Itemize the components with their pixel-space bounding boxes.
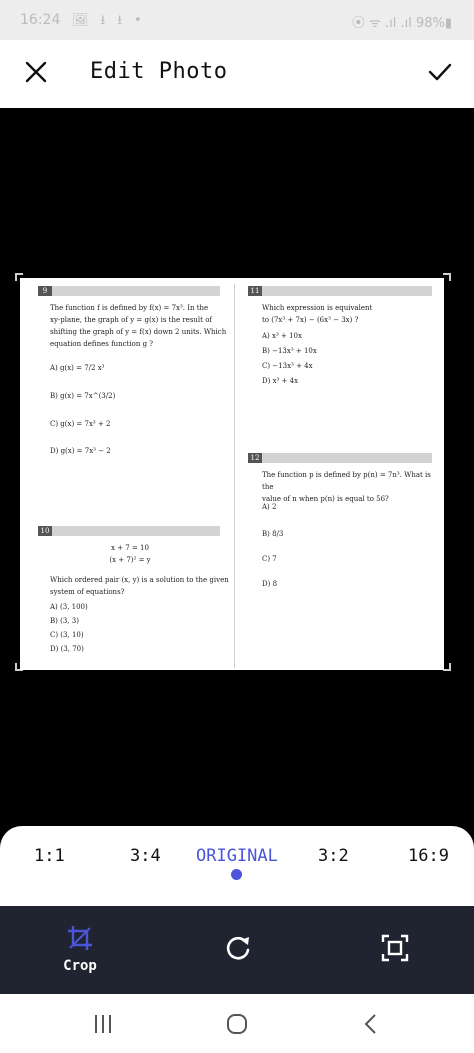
choice: C) 7 [262, 555, 277, 563]
photo-canvas[interactable] [0, 108, 474, 828]
question-stem: Which expression is equivalent to (7x³ + 7x) − (6x³ − 3x) ? [262, 304, 373, 324]
choice: B) (3, 3) [50, 617, 79, 625]
home-button[interactable] [222, 1009, 252, 1039]
choice: C) (3, 10) [50, 631, 84, 639]
question-header [38, 526, 220, 536]
question-number: 9 [38, 286, 52, 296]
choice: D) 8 [262, 580, 278, 588]
choice: B) 8/3 [262, 530, 284, 538]
choice: C) −13x³ + 4x [262, 362, 313, 370]
choice: D) g(x) = 7x³ − 2 [50, 447, 111, 455]
choice: A) 2 [262, 503, 277, 511]
crop-icon [66, 924, 94, 952]
question-header [248, 286, 432, 296]
crop-label: Crop [63, 958, 97, 974]
document-photo [20, 278, 444, 670]
question-stem: The function f is defined by f(x) = 7x³. In the xy-plane, the graph of y = g(x) is the result of shifting the graph of y = f(x) down 2 units. Which equation defines function g ? [50, 304, 227, 348]
choice: A) (3, 100) [50, 603, 88, 611]
choice: D) (3, 70) [50, 645, 84, 653]
question-header [38, 286, 220, 296]
question-stem: The function p is defined by p(n) = 7n³. What is the value of n when p(n) is equal to 56? [262, 471, 431, 503]
question-number: 11 [248, 286, 262, 296]
choice: B) −13x³ + 10x [262, 347, 317, 355]
question-number: 12 [248, 453, 262, 463]
ratio-3-2[interactable]: 3:2 [318, 846, 349, 866]
ratio-original[interactable]: ORIGINAL [196, 846, 278, 866]
selected-ratio-indicator [231, 869, 242, 880]
notification-icons: 🖼 ⭳ ⭳ • [72, 13, 146, 28]
choice: D) x³ + 4x [262, 377, 299, 385]
fit-frame-button[interactable] [380, 934, 410, 962]
crop-handle-top-right[interactable] [443, 273, 451, 281]
choice: A) x³ + 10x [262, 332, 302, 340]
rotate-icon [224, 934, 252, 962]
choice: A) g(x) = 7/2 x³ [50, 364, 105, 372]
back-button[interactable] [356, 1009, 386, 1039]
close-button[interactable] [18, 54, 54, 90]
question-stem: Which ordered pair (x, y) is a solution to the given system of equations? [50, 576, 229, 596]
recent-apps-icon [92, 1013, 114, 1035]
confirm-button[interactable] [422, 54, 458, 90]
fit-frame-icon [381, 934, 409, 962]
recent-apps-button[interactable] [88, 1009, 118, 1039]
status-bar [0, 0, 474, 40]
edit-toolbar [0, 906, 474, 994]
equation-system: x + 7 = 10 (x + 7)² = y [109, 544, 151, 564]
ratio-3-4[interactable]: 3:4 [130, 846, 161, 866]
ratio-1-1[interactable]: 1:1 [34, 846, 65, 866]
status-time: 16:24 [20, 12, 61, 28]
home-icon [225, 1012, 249, 1036]
crop-handle-bottom-right[interactable] [443, 663, 451, 671]
back-icon [361, 1013, 381, 1035]
choice: B) g(x) = 7x^(3/2) [50, 392, 116, 400]
page-title: Edit Photo [90, 59, 228, 84]
system-navigation-bar [0, 994, 474, 1053]
rotate-button[interactable] [223, 934, 253, 962]
status-right-indicators: ⦿ ᯤ .ıl .ıl 98%▮ [351, 16, 452, 31]
choice: C) g(x) = 7x³ + 2 [50, 420, 111, 428]
check-icon [428, 62, 452, 82]
question-header [248, 453, 432, 463]
column-divider [234, 284, 235, 668]
crop-tool-button[interactable] [58, 924, 102, 974]
app-bar [0, 40, 474, 108]
aspect-ratio-bar [0, 826, 474, 906]
close-icon [25, 61, 47, 83]
question-number: 10 [38, 526, 52, 536]
ratio-16-9[interactable]: 16:9 [408, 846, 449, 866]
